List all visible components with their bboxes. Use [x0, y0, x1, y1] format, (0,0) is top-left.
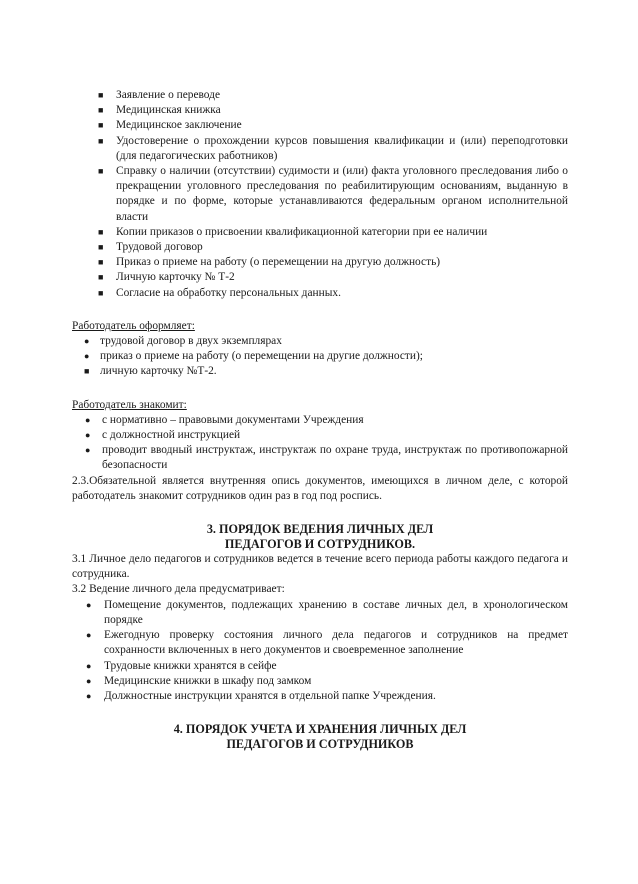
round-bullet-icon: ●	[85, 414, 91, 425]
paragraph-2-3: 2.3.Обязательной является внутренняя опись документов, имеющихся в личном деле, с которой работодатель знакомит сотрудников один раз в год под роспись.	[72, 474, 568, 502]
list-item: ● Ежегодную проверку состояния личного дела педагогов и сотрудников на предмет сохранности включенных в него документов и своевременное заполнение	[86, 629, 568, 657]
list-item: ■ Удостоверение о прохождении курсов повышения квалификации и (или) переподготовки (для педагогических работников)	[98, 134, 568, 162]
list-item: ■ Медицинское заключение	[116, 118, 568, 133]
list-item: ● с должностной инструкцией	[102, 428, 568, 443]
square-bullet-icon: ■	[98, 242, 104, 253]
round-bullet-icon: ●	[86, 660, 92, 671]
required-documents-list	[72, 88, 568, 301]
round-bullet-icon: ●	[85, 445, 91, 456]
list-item: ■ Личную карточку № Т-2	[116, 270, 568, 285]
list-item: ● проводит вводный инструктаж, инструктаж по охране труда, инструктаж по противопожарной безопасности	[85, 444, 568, 472]
square-bullet-icon: ■	[98, 166, 104, 177]
list-item: ■ личную карточку №Т-2.	[100, 364, 568, 379]
square-bullet-icon: ■	[98, 135, 104, 146]
round-bullet-icon: ●	[86, 690, 92, 701]
paragraph-3-1: 3.1 Личное дело педагогов и сотрудников ведется в течение всего периода работы каждого педагога и сотрудника.	[72, 553, 568, 581]
employer-forms-list	[72, 334, 568, 380]
list-item: ● приказ о приеме на работу (о перемещении на другие должности);	[100, 349, 568, 364]
section-3-title-line1: 3. ПОРЯДОК ВЕДЕНИЯ ЛИЧНЫХ ДЕЛ	[206, 522, 434, 537]
list-item: ■ Заявление о переводе	[116, 88, 568, 103]
list-item: ■ Приказ о приеме на работу (о перемещении на другую должность)	[116, 255, 568, 270]
round-bullet-icon: ●	[84, 336, 90, 347]
paragraph-3-2: 3.2 Ведение личного дела предусматривает:	[72, 583, 285, 596]
square-bullet-icon: ■	[98, 105, 104, 116]
list-item: ● Трудовые книжки хранятся в сейфе	[104, 659, 568, 674]
employer-familiarizes-list	[72, 413, 568, 474]
section-4-title-line2: ПЕДАГОГОВ И СОТРУДНИКОВ	[226, 737, 414, 752]
list-item: ■ Копии приказов о присвоении квалификационной категории при ее наличии	[116, 225, 568, 240]
square-bullet-icon: ■	[98, 226, 104, 237]
round-bullet-icon: ●	[85, 430, 91, 441]
list-item: ■ Согласие на обработку персональных данных.	[116, 286, 568, 301]
round-bullet-icon: ●	[86, 675, 92, 686]
list-item: ■ Медицинская книжка	[116, 103, 568, 118]
section-3-title-line2: ПЕДАГОГОВ И СОТРУДНИКОВ.	[224, 537, 416, 552]
list-item: ● Помещение документов, подлежащих хранению в составе личных дел, в хронологическом порядке	[86, 598, 568, 626]
square-bullet-icon: ■	[98, 90, 104, 100]
employer-forms-heading: Работодатель оформляет:	[72, 319, 195, 332]
round-bullet-icon: ●	[86, 599, 92, 610]
square-bullet-icon: ■	[98, 272, 104, 283]
employer-familiarizes-heading: Работодатель знакомит:	[72, 398, 187, 411]
list-item: ● с нормативно – правовыми документами Учреждения	[102, 413, 568, 428]
square-bullet-icon: ■	[98, 287, 104, 298]
list-item: ● трудовой договор в двух экземплярах	[100, 334, 568, 349]
list-item: ● Должностные инструкции хранятся в отдельной папке Учреждения.	[104, 689, 568, 704]
round-bullet-icon: ●	[84, 351, 90, 362]
square-bullet-icon: ■	[98, 257, 104, 268]
section-4-title-line1: 4. ПОРЯДОК УЧЕТА И ХРАНЕНИЯ ЛИЧНЫХ ДЕЛ	[173, 722, 467, 737]
list-item: ■ Справку о наличии (отсутствии) судимости и (или) факта уголовного преследования либо о прекращении уголовного преследования по реабилитирующим основаниям, выданную в порядке и по форме, которые устанавливаются федеральным органом исполнительной власти	[98, 165, 568, 223]
personal-file-maintenance-list	[72, 598, 568, 704]
list-item: ● Медицинские книжки в шкафу под замком	[104, 674, 568, 689]
square-bullet-icon: ■	[98, 120, 104, 131]
list-item: ■ Трудовой договор	[116, 240, 568, 255]
square-bullet-icon: ■	[84, 366, 90, 377]
round-bullet-icon: ●	[86, 630, 92, 641]
